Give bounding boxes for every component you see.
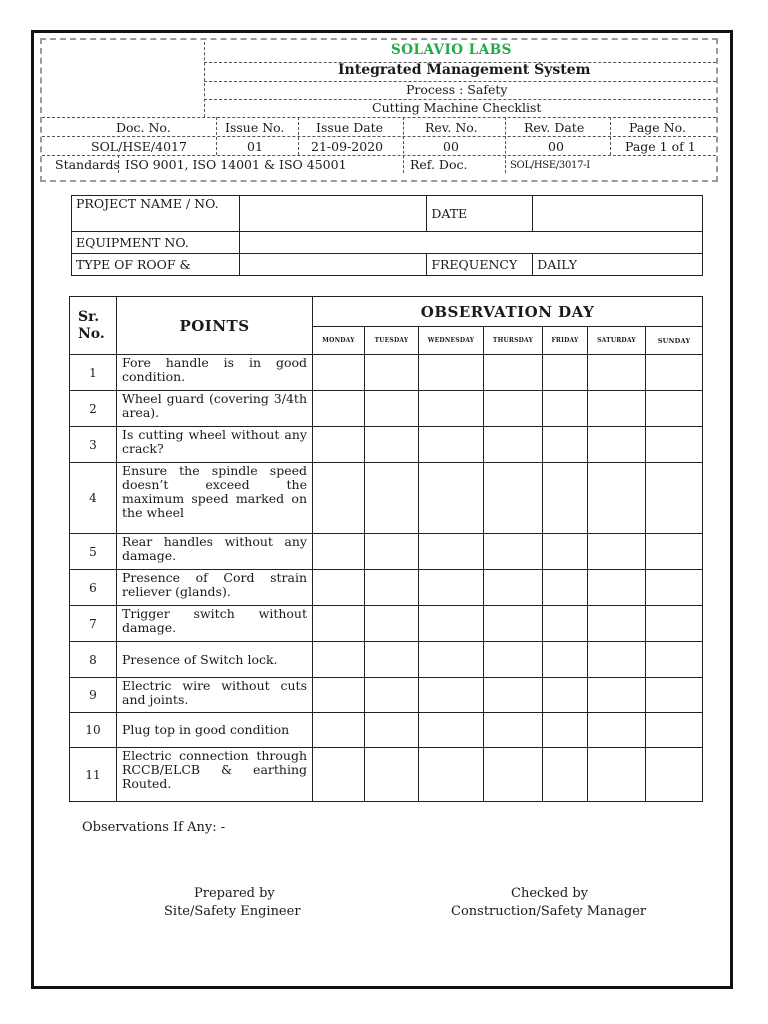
standards-value: ISO 9001, ISO 14001 & ISO 45001 xyxy=(125,157,347,172)
date-label: DATE xyxy=(427,196,533,232)
table-row xyxy=(70,713,703,748)
observation-cell-tuesday[interactable] xyxy=(365,642,419,678)
day-header-friday: FRIDAY xyxy=(543,327,588,355)
observations-label: Observations If Any: - xyxy=(82,820,226,835)
issue-no-value: 01 xyxy=(247,139,263,154)
row-point: Electric wire without cuts and joints. xyxy=(117,678,313,713)
observation-cell-sunday[interactable] xyxy=(646,713,703,748)
observation-cell-friday[interactable] xyxy=(543,570,588,606)
observation-cell-thursday[interactable] xyxy=(484,463,543,534)
day-header-saturday: SATURDAY xyxy=(588,327,646,355)
observation-cell-saturday[interactable] xyxy=(588,355,646,391)
company-name: SOLAVIO LABS xyxy=(391,42,512,58)
observation-cell-saturday[interactable] xyxy=(588,642,646,678)
observation-cell-monday[interactable] xyxy=(313,391,365,427)
doc-no-value: SOL/HSE/4017 xyxy=(91,139,187,154)
rev-date-label: Rev. Date xyxy=(524,120,585,135)
observation-cell-sunday[interactable] xyxy=(646,427,703,463)
row-sr-no: 2 xyxy=(70,391,117,427)
observation-cell-monday[interactable] xyxy=(313,713,365,748)
observation-cell-tuesday[interactable] xyxy=(365,391,419,427)
project-name-label: PROJECT NAME / NO. xyxy=(72,196,240,232)
checked-by-role: Construction/Safety Manager xyxy=(451,904,647,919)
observation-cell-friday[interactable] xyxy=(543,748,588,802)
observation-cell-friday[interactable] xyxy=(543,463,588,534)
day-header-wednesday: WEDNESDAY xyxy=(419,327,484,355)
observation-cell-monday[interactable] xyxy=(313,534,365,570)
standards-label: Standards xyxy=(55,157,120,172)
observation-cell-tuesday[interactable] xyxy=(365,355,419,391)
issue-date-label: Issue Date xyxy=(316,120,384,135)
rev-date-value: 00 xyxy=(548,139,564,154)
row-point: Ensure the spindle speed doesn’t exceed the maximum speed marked on the wheel xyxy=(117,463,313,534)
observation-cell-thursday[interactable] xyxy=(484,355,543,391)
observation-cell-sunday[interactable] xyxy=(646,606,703,642)
header-col-divider xyxy=(610,117,611,155)
observation-cell-saturday[interactable] xyxy=(588,606,646,642)
observation-cell-monday[interactable] xyxy=(313,642,365,678)
ref-doc-label: Ref. Doc. xyxy=(410,157,468,172)
observation-cell-saturday[interactable] xyxy=(588,713,646,748)
observation-cell-saturday[interactable] xyxy=(588,748,646,802)
day-header-tuesday: TUESDAY xyxy=(365,327,419,355)
observation-cell-sunday[interactable] xyxy=(646,678,703,713)
page-no-value: Page 1 of 1 xyxy=(625,139,696,154)
table-row xyxy=(70,642,703,678)
observation-cell-monday[interactable] xyxy=(313,748,365,802)
observation-cell-friday[interactable] xyxy=(543,391,588,427)
observation-cell-thursday[interactable] xyxy=(484,642,543,678)
row-point: Fore handle is in good condition. xyxy=(117,355,313,391)
day-header-thursday: THURSDAY xyxy=(484,327,543,355)
row-point: Presence of Cord strain reliever (glands). xyxy=(117,570,313,606)
equipment-no-label: EQUIPMENT NO. xyxy=(72,232,240,254)
project-name-field[interactable] xyxy=(239,196,427,232)
header-divider xyxy=(42,117,716,118)
row-sr-no: 6 xyxy=(70,570,117,606)
observation-cell-wednesday[interactable] xyxy=(419,713,484,748)
header-col-divider xyxy=(505,117,506,173)
observation-cell-saturday[interactable] xyxy=(588,391,646,427)
sr-no-header: Sr. No. xyxy=(70,297,117,355)
points-header: POINTS xyxy=(117,297,313,355)
table-row xyxy=(70,606,703,642)
row-sr-no: 9 xyxy=(70,678,117,713)
row-sr-no: 5 xyxy=(70,534,117,570)
observation-cell-monday[interactable] xyxy=(313,355,365,391)
observation-cell-thursday[interactable] xyxy=(484,391,543,427)
observation-cell-friday[interactable] xyxy=(543,606,588,642)
row-sr-no: 1 xyxy=(70,355,117,391)
observation-cell-monday[interactable] xyxy=(313,678,365,713)
row-point: Plug top in good condition xyxy=(117,713,313,748)
observation-cell-sunday[interactable] xyxy=(646,748,703,802)
observation-cell-friday[interactable] xyxy=(543,678,588,713)
observation-cell-wednesday[interactable] xyxy=(419,570,484,606)
document-title: Cutting Machine Checklist xyxy=(372,100,542,115)
row-point: Presence of Switch lock. xyxy=(117,642,313,678)
observation-cell-saturday[interactable] xyxy=(588,534,646,570)
observation-cell-tuesday[interactable] xyxy=(365,463,419,534)
observation-cell-monday[interactable] xyxy=(313,570,365,606)
system-title: Integrated Management System xyxy=(338,62,591,78)
prepared-by-role: Site/Safety Engineer xyxy=(164,904,301,919)
observation-cell-wednesday[interactable] xyxy=(419,678,484,713)
observation-cell-sunday[interactable] xyxy=(646,642,703,678)
observation-cell-sunday[interactable] xyxy=(646,391,703,427)
observation-cell-saturday[interactable] xyxy=(588,463,646,534)
observation-cell-wednesday[interactable] xyxy=(419,606,484,642)
observation-cell-tuesday[interactable] xyxy=(365,570,419,606)
table-row xyxy=(70,570,703,606)
observation-cell-friday[interactable] xyxy=(543,355,588,391)
observation-day-header: OBSERVATION DAY xyxy=(313,297,703,327)
table-row xyxy=(70,427,703,463)
observation-cell-saturday[interactable] xyxy=(588,570,646,606)
ref-doc-value: SOL/HSE/3017-I xyxy=(510,160,590,171)
observation-cell-saturday[interactable] xyxy=(588,678,646,713)
header-col-divider xyxy=(403,117,404,173)
row-point: Is cutting wheel without any crack? xyxy=(117,427,313,463)
checklist-table xyxy=(69,296,703,802)
checked-by-label: Checked by xyxy=(511,886,588,901)
observation-cell-thursday[interactable] xyxy=(484,534,543,570)
date-field[interactable] xyxy=(533,196,703,232)
observation-cell-wednesday[interactable] xyxy=(419,427,484,463)
observation-cell-monday[interactable] xyxy=(313,606,365,642)
header-divider xyxy=(42,155,716,156)
observation-cell-thursday[interactable] xyxy=(484,427,543,463)
observation-cell-thursday[interactable] xyxy=(484,678,543,713)
table-row xyxy=(70,748,703,802)
frequency-value: DAILY xyxy=(533,254,703,276)
observation-cell-sunday[interactable] xyxy=(646,355,703,391)
row-sr-no: 11 xyxy=(70,748,117,802)
process-label: Process : Safety xyxy=(406,82,508,97)
observation-cell-friday[interactable] xyxy=(543,534,588,570)
rev-no-label: Rev. No. xyxy=(425,120,478,135)
day-header-monday: MONDAY xyxy=(313,327,365,355)
observation-cell-thursday[interactable] xyxy=(484,748,543,802)
type-of-roof-field[interactable] xyxy=(239,254,427,276)
prepared-by-label: Prepared by xyxy=(194,886,275,901)
table-row xyxy=(70,678,703,713)
observation-cell-wednesday[interactable] xyxy=(419,463,484,534)
table-row xyxy=(70,391,703,427)
row-point: Rear handles without any damage. xyxy=(117,534,313,570)
doc-no-label: Doc. No. xyxy=(116,120,171,135)
row-sr-no: 4 xyxy=(70,463,117,534)
logo-box-divider xyxy=(204,42,205,117)
observation-cell-monday[interactable] xyxy=(313,463,365,534)
row-sr-no: 8 xyxy=(70,642,117,678)
rev-no-value: 00 xyxy=(443,139,459,154)
checklist-body xyxy=(70,355,703,802)
observation-cell-tuesday[interactable] xyxy=(365,713,419,748)
observation-cell-tuesday[interactable] xyxy=(365,678,419,713)
table-row xyxy=(70,534,703,570)
observation-cell-tuesday[interactable] xyxy=(365,748,419,802)
equipment-no-field[interactable] xyxy=(239,232,702,254)
observation-cell-friday[interactable] xyxy=(543,713,588,748)
observation-cell-thursday[interactable] xyxy=(484,713,543,748)
observation-cell-tuesday[interactable] xyxy=(365,534,419,570)
row-point: Wheel guard (covering 3/4th area). xyxy=(117,391,313,427)
observation-cell-tuesday[interactable] xyxy=(365,427,419,463)
header-col-divider xyxy=(216,117,217,155)
row-sr-no: 3 xyxy=(70,427,117,463)
observation-cell-sunday[interactable] xyxy=(646,570,703,606)
observation-cell-saturday[interactable] xyxy=(588,427,646,463)
observation-cell-sunday[interactable] xyxy=(646,463,703,534)
page-no-label: Page No. xyxy=(629,120,686,135)
header-divider xyxy=(42,136,716,137)
observation-cell-wednesday[interactable] xyxy=(419,642,484,678)
observation-cell-tuesday[interactable] xyxy=(365,606,419,642)
observation-cell-wednesday[interactable] xyxy=(419,355,484,391)
day-header-sunday: SUNDAY xyxy=(646,327,703,355)
row-point: Electric connection through RCCB/ELCB & earthing Routed. xyxy=(117,748,313,802)
observation-cell-sunday[interactable] xyxy=(646,534,703,570)
row-point: Trigger switch without damage. xyxy=(117,606,313,642)
row-sr-no: 7 xyxy=(70,606,117,642)
issue-date-value: 21-09-2020 xyxy=(311,139,384,154)
observation-cell-thursday[interactable] xyxy=(484,570,543,606)
table-row xyxy=(70,355,703,391)
observation-cell-monday[interactable] xyxy=(313,427,365,463)
header-col-divider xyxy=(298,117,299,155)
issue-no-label: Issue No. xyxy=(225,120,285,135)
row-sr-no: 10 xyxy=(70,713,117,748)
type-of-roof-label: TYPE OF ROOF & xyxy=(72,254,240,276)
observation-cell-thursday[interactable] xyxy=(484,606,543,642)
observation-cell-wednesday[interactable] xyxy=(419,748,484,802)
observation-cell-friday[interactable] xyxy=(543,427,588,463)
observation-cell-friday[interactable] xyxy=(543,642,588,678)
table-row xyxy=(70,463,703,534)
frequency-label: FREQUENCY xyxy=(427,254,533,276)
project-info-table xyxy=(71,195,703,276)
observation-cell-wednesday[interactable] xyxy=(419,391,484,427)
observation-cell-wednesday[interactable] xyxy=(419,534,484,570)
